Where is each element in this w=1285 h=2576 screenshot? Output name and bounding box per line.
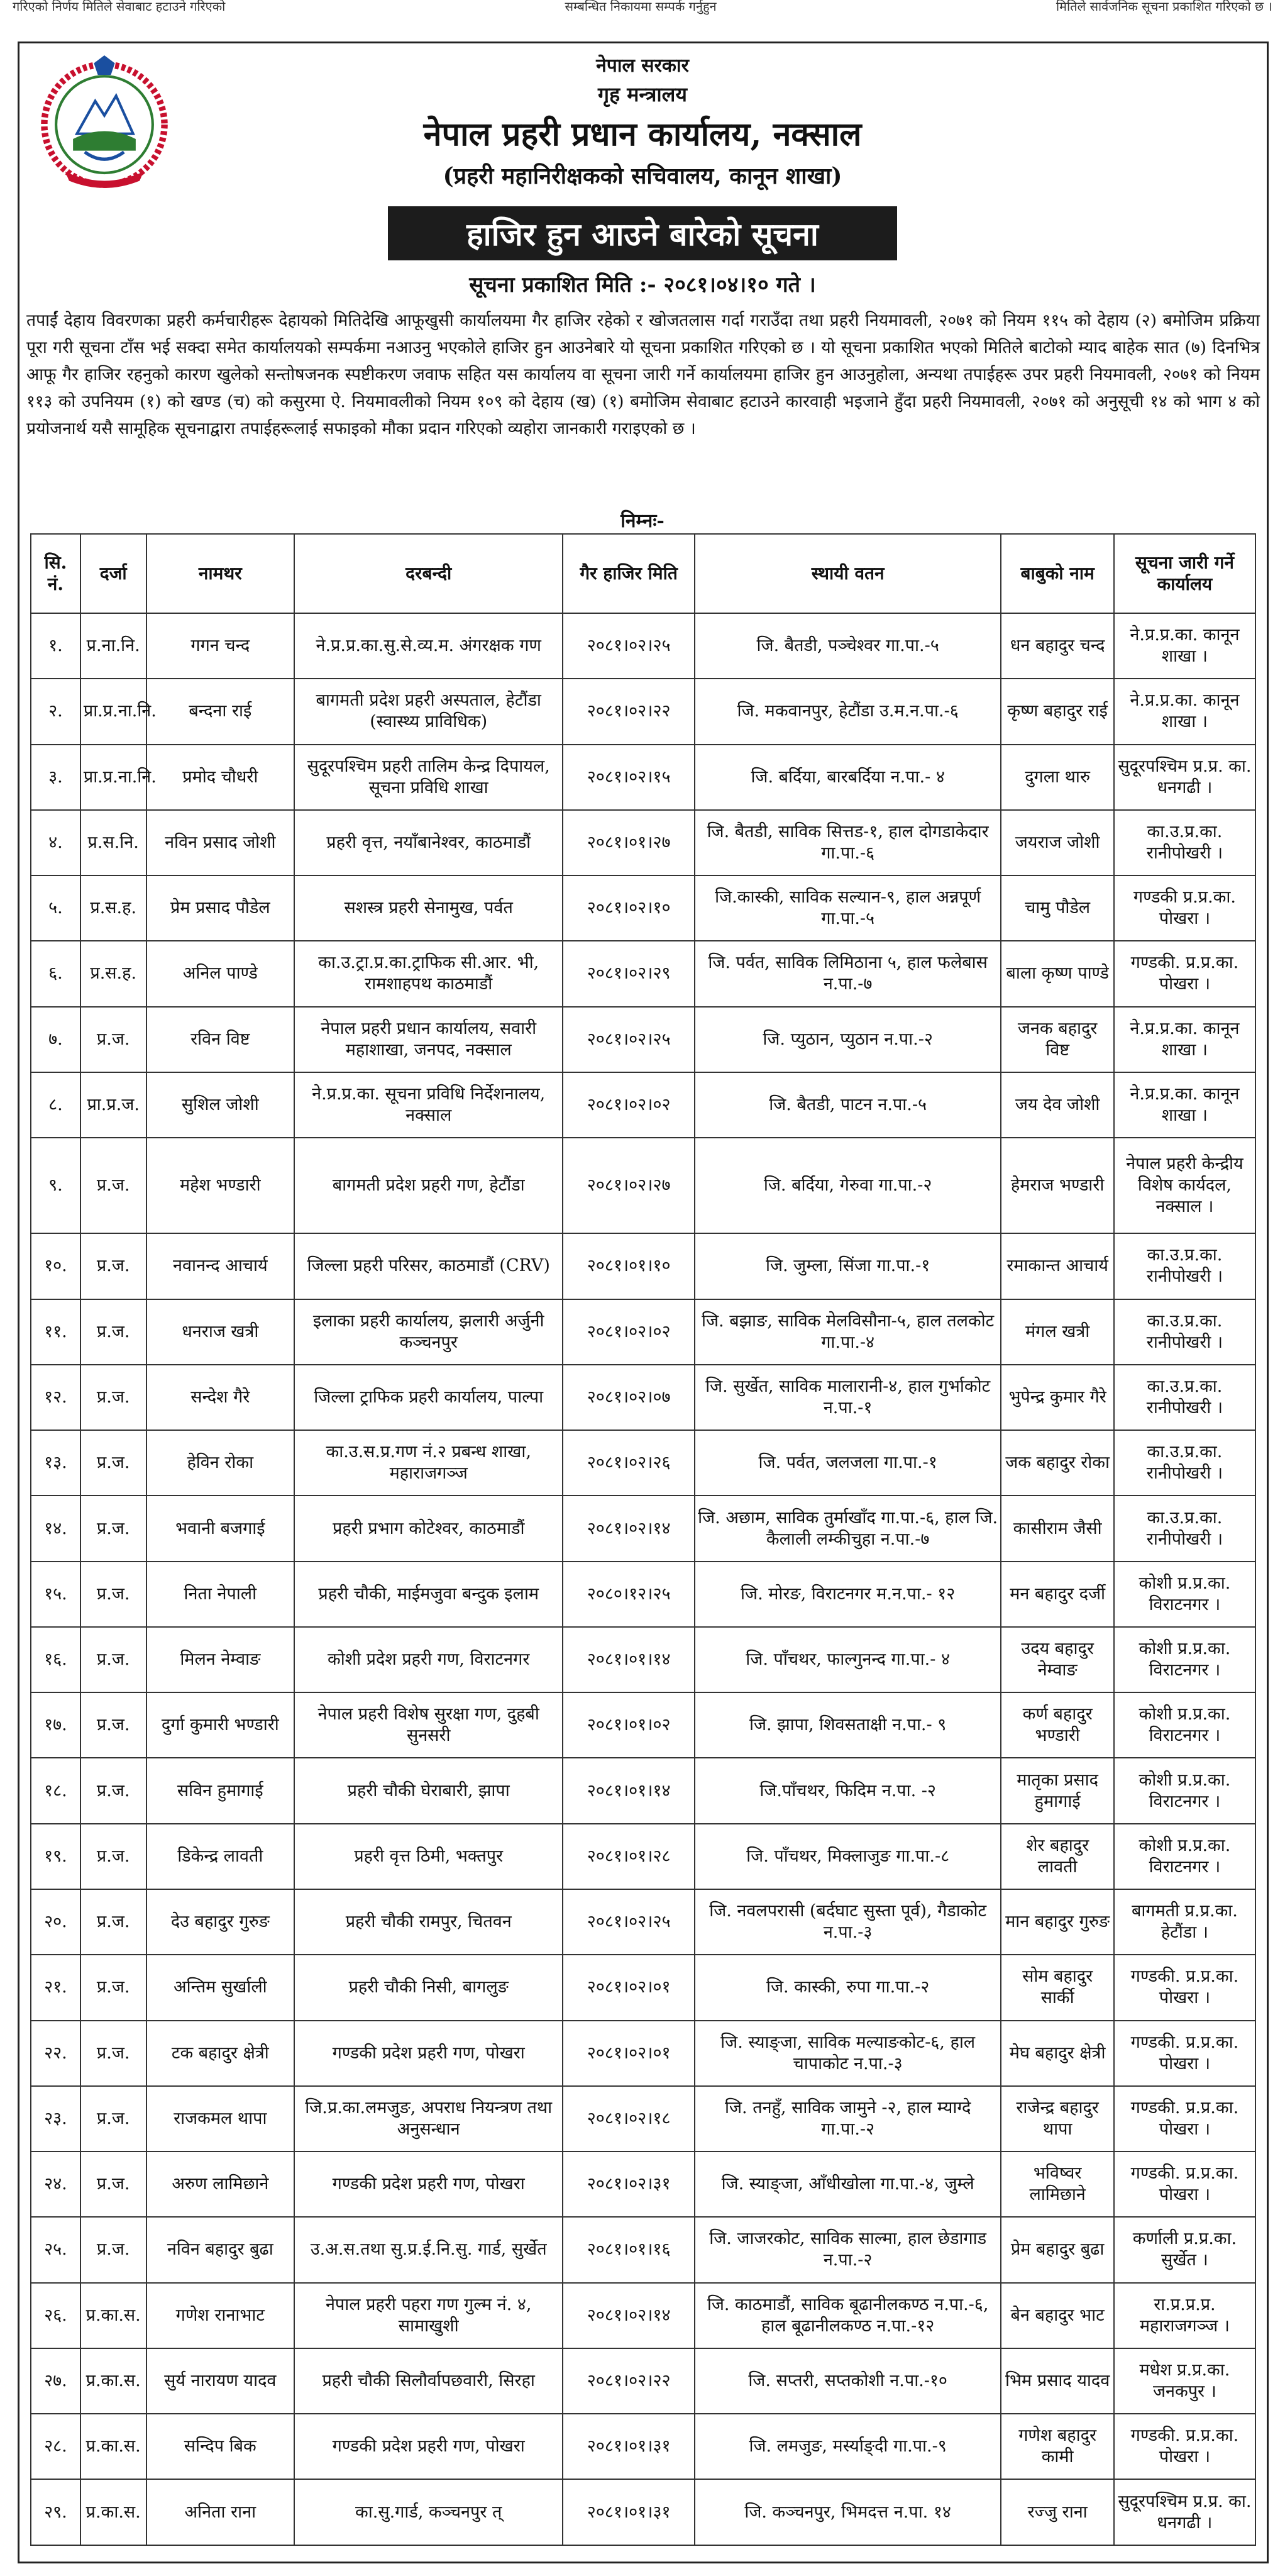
issuing-office-cell: नेपाल प्रहरी केन्द्रीय विशेष कार्यदल, नक्साल । [1114,1138,1255,1233]
rank-cell: प्र.ज. [80,1430,146,1496]
rank-cell: प्र.ना.नि. [80,613,146,679]
issuing-office-cell: का.उ.प्र.का. रानीपोखरी । [1114,1430,1255,1496]
father-name-cell: जयराज जोशी [1001,810,1113,875]
name-cell: डिकेन्द्र लावती [146,1824,294,1889]
absent-date-cell: २०८१।०२।१८ [563,2086,695,2151]
absent-date-cell: २०८१।०२।२९ [563,941,695,1006]
address-cell: जि. बैतडी, पाटन न.पा.-५ [695,1072,1001,1138]
posting-cell: बागमती प्रदेश प्रहरी अस्पताल, हेटौंडा (स्वास्थ्य प्राविधिक) [294,679,563,744]
father-name-cell: मान बहादुर गुरुङ [1001,1889,1113,1955]
serial-cell: ३. [31,745,80,810]
table-row [31,1299,1255,1365]
name-cell: सविन हुमागाई [146,1758,294,1823]
name-cell: सुशिल जोशी [146,1072,294,1138]
rank-cell: प्र.ज. [80,1692,146,1758]
top-strip-middle: सम्बन्धित निकायमा सम्पर्क गर्नुहुन [565,0,717,14]
address-cell: जि. प्युठान, प्युठान न.पा.-२ [695,1007,1001,1072]
absent-date-cell: २०८१।०१।१४ [563,1627,695,1692]
rank-cell: प्र.स.ह. [80,941,146,1006]
posting-cell: इलाका प्रहरी कार्यालय, झलारी अर्जुनी कञ्चनपुर [294,1299,563,1365]
absent-date-cell: २०८१।०१।१० [563,1233,695,1299]
address-cell: जि. झापा, शिवसताक्षी न.पा.- ९ [695,1692,1001,1758]
table-row [31,2348,1255,2414]
father-name-cell: बेन बहादुर भाट [1001,2283,1113,2348]
issuing-office-cell: कोशी प्र.प्र.का. विराटनगर । [1114,1627,1255,1692]
address-cell: जि. अछाम, साविक तुर्माखाँद गा.पा.-६, हाल जि. कैलाली लम्कीचुहा न.पा.-७ [695,1496,1001,1561]
address-cell: जि. स्याङ्जा, आँधीखोला गा.पा.-४, जुम्ले [695,2151,1001,2217]
posting-cell: का.उ.ट्रा.प्र.का.ट्राफिक सी.आर. भी, रामशाहपथ काठमाडौं [294,941,563,1006]
header-serial: सि. नं. [31,534,80,613]
posting-cell: सशस्त्र प्रहरी सेनामुख, पर्वत [294,875,563,941]
rank-cell: प्रा.प्र.ना.नि. [80,679,146,744]
header-absent-date: गैर हाजिर मिति [563,534,695,613]
name-cell: नविन बहादुर बुढा [146,2217,294,2282]
issuing-office-cell: कोशी प्र.प्र.का. विराटनगर । [1114,1758,1255,1823]
father-name-cell: चामु पौडेल [1001,875,1113,941]
serial-cell: २५. [31,2217,80,2282]
absent-date-cell: २०८१।०२।२५ [563,1007,695,1072]
issuing-office-cell: का.उ.प्र.का. रानीपोखरी । [1114,1365,1255,1430]
header-rank: दर्जा [80,534,146,613]
table-row [31,1692,1255,1758]
table-row [31,1496,1255,1561]
serial-cell: ६. [31,941,80,1006]
issuing-office-cell: बागमती प्र.प्र.का. हेटौंडा । [1114,1889,1255,1955]
serial-cell: २७. [31,2348,80,2414]
absent-date-cell: २०८१।०२।२५ [563,1889,695,1955]
address-cell: जि. पाँचथर, फाल्गुनन्द गा.पा.- ४ [695,1627,1001,1692]
table-row [31,1758,1255,1823]
absent-date-cell: २०८१।०१।१४ [563,1758,695,1823]
issuing-office-cell: का.उ.प्र.का. रानीपोखरी । [1114,1299,1255,1365]
table-row [31,1627,1255,1692]
issuing-office-cell: कोशी प्र.प्र.का. विराटनगर । [1114,1562,1255,1627]
serial-cell: १०. [31,1233,80,1299]
father-name-cell: जय देव जोशी [1001,1072,1113,1138]
father-name-cell: मेघ बहादुर क्षेत्री [1001,2021,1113,2086]
name-cell: देउ बहादुर गुरुङ [146,1889,294,1955]
posting-cell: बागमती प्रदेश प्रहरी गण, हेटौंडा [294,1138,563,1233]
table-row [31,1365,1255,1430]
absent-date-cell: २०८१।०२।२२ [563,2348,695,2414]
table-row [31,2414,1255,2479]
absent-date-cell: २०८१।०१।१६ [563,2217,695,2282]
address-cell: जि. लमजुङ, मर्स्याङ्दी गा.पा.-९ [695,2414,1001,2479]
father-name-cell: हेमराज भण्डारी [1001,1138,1113,1233]
serial-cell: २४. [31,2151,80,2217]
rank-cell: प्र.ज. [80,1955,146,2020]
issuing-office-cell: रा.प्र.प्र.प्र. महाराजगञ्ज । [1114,2283,1255,2348]
absent-date-cell: २०८१।०२।१० [563,875,695,941]
posting-cell: प्रहरी प्रभाग कोटेश्वर, काठमाडौं [294,1496,563,1561]
father-name-cell: मंगल खत्री [1001,1299,1113,1365]
name-cell: प्रमोद चौधरी [146,745,294,810]
father-name-cell: कृष्ण बहादुर राई [1001,679,1113,744]
serial-cell: १४. [31,1496,80,1561]
father-name-cell: जक बहादुर रोका [1001,1430,1113,1496]
name-cell: मिलन नेम्वाङ [146,1627,294,1692]
issuing-office-cell: कोशी प्र.प्र.का. विराटनगर । [1114,1692,1255,1758]
father-name-cell: भुपेन्द्र कुमार गैरे [1001,1365,1113,1430]
issuing-office-cell: कर्णाली प्र.प्र.का. सुर्खेत । [1114,2217,1255,2282]
table-row [31,1824,1255,1889]
address-cell: जि. तनहुँ, साविक जामुने -२, हाल म्याग्दे गा.पा.-२ [695,2086,1001,2151]
address-cell: जि.पाँचथर, फिदिम न.पा. -२ [695,1758,1001,1823]
rank-cell: प्र.ज. [80,1233,146,1299]
name-cell: महेश भण्डारी [146,1138,294,1233]
father-name-cell: रज्जु राना [1001,2479,1113,2545]
absent-date-cell: २०८१।०२।१५ [563,745,695,810]
table-row [31,875,1255,941]
father-name-cell: प्रेम बहादुर बुढा [1001,2217,1113,2282]
address-cell: जि. बर्दिया, गेरुवा गा.पा.-२ [695,1138,1001,1233]
address-cell: जि. बैतडी, साविक सित्तड-१, हाल दोगडाकेदार गा.पा.-६ [695,810,1001,875]
posting-cell: गण्डकी प्रदेश प्रहरी गण, पोखरा [294,2021,563,2086]
serial-cell: २१. [31,1955,80,2020]
rank-cell: प्रा.प्र.ना.नि. [80,745,146,810]
issuing-office-cell: का.उ.प्र.का. रानीपोखरी । [1114,810,1255,875]
name-cell: सन्देश गैरे [146,1365,294,1430]
table-row [31,1955,1255,2020]
address-cell: जि. जुम्ला, सिंजा गा.पा.-१ [695,1233,1001,1299]
rank-cell: प्र.ज. [80,2086,146,2151]
address-cell: जि. मोरङ, विराटनगर म.न.पा.- १२ [695,1562,1001,1627]
name-cell: टक बहादुर क्षेत्री [146,2021,294,2086]
issuing-office-cell: गण्डकी. प्र.प्र.का. पोखरा । [1114,2021,1255,2086]
absent-date-cell: २०८१।०१।२८ [563,1824,695,1889]
serial-cell: ४. [31,810,80,875]
father-name-cell: रमाकान्त आचार्य [1001,1233,1113,1299]
name-cell: गणेश रानाभाट [146,2283,294,2348]
top-strip-left: गरिएको निर्णय मितिले सेवाबाट हटाउने गरिएको [13,0,226,14]
rank-cell: प्र.ज. [80,1824,146,1889]
posting-cell: का.सु.गार्ड, कञ्चनपुर त् [294,2479,563,2545]
posting-cell: प्रहरी चौकी निसी, बागलुङ [294,1955,563,2020]
rank-cell: प्र.का.स. [80,2414,146,2479]
table-body [31,613,1255,2545]
name-cell: नविन प्रसाद जोशी [146,810,294,875]
absent-date-cell: २०८१।०२।२६ [563,1430,695,1496]
serial-cell: २६. [31,2283,80,2348]
posting-cell: प्रहरी चौकी, माईमजुवा बन्दुक इलाम [294,1562,563,1627]
address-cell: जि. काठमाडौं, साविक बूढानीलकण्ठ न.पा.-६, हाल बूढानीलकण्ठ न.पा.-१२ [695,2283,1001,2348]
posting-cell: सुदूरपश्चिम प्रहरी तालिम केन्द्र दिपायल, सूचना प्रविधि शाखा [294,745,563,810]
posting-cell: उ.अ.स.तथा सु.प्र.ई.नि.सु. गार्ड, सुर्खेत [294,2217,563,2282]
table-row [31,1138,1255,1233]
office-name: नेपाल प्रहरी प्रधान कार्यालय, नक्साल [423,115,862,153]
issuing-office-cell: सुदूरपश्चिम प्र.प्र. का. धनगढी । [1114,745,1255,810]
ministry-line: गृह मन्त्रालय [598,82,687,106]
header-posting: दरबन्दी [294,534,563,613]
name-cell: दुर्गा कुमारी भण्डारी [146,1692,294,1758]
address-cell: जि. मकवानपुर, हेटौंडा उ.म.न.पा.-६ [695,679,1001,744]
issuing-office-cell: ने.प्र.प्र.का. कानून शाखा । [1114,679,1255,744]
father-name-cell: धन बहादुर चन्द [1001,613,1113,679]
table-row [31,2086,1255,2151]
name-cell: रविन विष्ट [146,1007,294,1072]
father-name-cell: शेर बहादुर लावती [1001,1824,1113,1889]
posting-cell: प्रहरी वृत्त ठिमी, भक्तपुर [294,1824,563,1889]
name-cell: हेविन रोका [146,1430,294,1496]
rank-cell: प्र.ज. [80,2217,146,2282]
table-row [31,1233,1255,1299]
name-cell: सन्दिप बिक [146,2414,294,2479]
posting-cell: जिल्ला ट्राफिक प्रहरी कार्यालय, पाल्पा [294,1365,563,1430]
absent-date-cell: २०८१।०१।३१ [563,2414,695,2479]
issuing-office-cell: गण्डकी प्र.प्र.का. पोखरा । [1114,875,1255,941]
posting-cell: प्रहरी चौकी सिलौर्वापछवारी, सिरहा [294,2348,563,2414]
name-cell: निता नेपाली [146,1562,294,1627]
issuing-office-cell: गण्डकी. प्र.प्र.का. पोखरा । [1114,941,1255,1006]
section-name: (प्रहरी महानिरीक्षकको सचिवालय, कानून शाखा) [443,163,842,189]
posting-cell: का.उ.स.प्र.गण नं.२ प्रबन्ध शाखा, महाराजगञ्ज [294,1430,563,1496]
rank-cell: प्र.ज. [80,1299,146,1365]
name-cell: धनराज खत्री [146,1299,294,1365]
serial-cell: १३. [31,1430,80,1496]
header-permanent-address: स्थायी वतन [695,534,1001,613]
rank-cell: प्र.का.स. [80,2479,146,2545]
posting-cell: नेपाल प्रहरी विशेष सुरक्षा गण, दुहबी सुनसरी [294,1692,563,1758]
serial-cell: २८. [31,2414,80,2479]
absent-date-cell: २०८१।०२।३१ [563,2151,695,2217]
name-cell: अनिल पाण्डे [146,941,294,1006]
absent-date-cell: २०८१।०२।२२ [563,679,695,744]
notice-title: हाजिर हुन आउने बारेको सूचना [388,206,897,260]
posting-cell: ने.प्र.प्र.का. सूचना प्रविधि निर्देशनालय, नक्साल [294,1072,563,1138]
absent-date-cell: २०८१।०२।०७ [563,1365,695,1430]
gov-line: नेपाल सरकार [596,55,689,77]
serial-cell: २३. [31,2086,80,2151]
address-cell: जि. सप्तरी, सप्तकोशी न.पा.-१० [695,2348,1001,2414]
rank-cell: प्र.ज. [80,1889,146,1955]
address-cell: जि. बैतडी, पञ्चेश्वर गा.पा.-५ [695,613,1001,679]
posting-cell: ने.प्र.प्र.का.सु.से.व्य.म. अंगरक्षक गण [294,613,563,679]
issuing-office-cell: गण्डकी. प्र.प्र.का. पोखरा । [1114,2151,1255,2217]
list-subheading: निम्नः- [620,510,665,532]
absent-date-cell: २०८०।१२।२५ [563,1562,695,1627]
posting-cell: कोशी प्रदेश प्रहरी गण, विराटनगर [294,1627,563,1692]
father-name-cell: राजेन्द्र बहादुर थापा [1001,2086,1113,2151]
serial-cell: १. [31,613,80,679]
publication-date: सूचना प्रकाशित मिति :- २०८१।०४।१० गते । [469,272,816,297]
father-name-cell: मातृका प्रसाद हुमागाई [1001,1758,1113,1823]
issuing-office-cell: सुदूरपश्चिम प्र.प्र. का. धनगढी । [1114,2479,1255,2545]
table-row [31,1430,1255,1496]
issuing-office-cell: ने.प्र.प्र.का. कानून शाखा । [1114,1007,1255,1072]
absent-date-cell: २०८१।०१।०२ [563,1692,695,1758]
issuing-office-cell: ने.प्र.प्र.का. कानून शाखा । [1114,613,1255,679]
father-name-cell: बाला कृष्ण पाण्डे [1001,941,1113,1006]
name-cell: अन्तिम सुर्खाली [146,1955,294,2020]
rank-cell: प्र.का.स. [80,2283,146,2348]
serial-cell: ९. [31,1138,80,1233]
serial-cell: ५. [31,875,80,941]
absent-date-cell: २०८१।०२।१४ [563,2283,695,2348]
name-cell: गगन चन्द [146,613,294,679]
serial-cell: १८. [31,1758,80,1823]
posting-cell: नेपाल प्रहरी पहरा गण गुल्म नं. ४, सामाखुशी [294,2283,563,2348]
table-row [31,745,1255,810]
table-row [31,679,1255,744]
absent-date-cell: २०८१।०१।३१ [563,2479,695,2545]
table-row [31,941,1255,1006]
serial-cell: १६. [31,1627,80,1692]
rank-cell: प्र.ज. [80,2151,146,2217]
posting-cell: प्रहरी चौकी घेराबारी, झापा [294,1758,563,1823]
issuing-office-cell: कोशी प्र.प्र.का. विराटनगर । [1114,1824,1255,1889]
serial-cell: १२. [31,1365,80,1430]
father-name-cell: दुगला थारु [1001,745,1113,810]
issuing-office-cell: ने.प्र.प्र.का. कानून शाखा । [1114,1072,1255,1138]
absent-date-cell: २०८१।०२।१४ [563,1496,695,1561]
posting-cell: प्रहरी वृत्त, नयाँबानेश्वर, काठमाडौं [294,810,563,875]
table-row [31,2217,1255,2282]
address-cell: जि. जाजरकोट, साविक साल्मा, हाल छेडागाड न.पा.-२ [695,2217,1001,2282]
father-name-cell: सोम बहादुर सार्की [1001,1955,1113,2020]
serial-cell: २०. [31,1889,80,1955]
table-header-row [31,534,1255,613]
name-cell: भवानी बजगाई [146,1496,294,1561]
rank-cell: प्र.का.स. [80,2348,146,2414]
table-row [31,1889,1255,1955]
address-cell: जि.कास्की, साविक सल्यान-९, हाल अन्नपूर्ण गा.पा.-५ [695,875,1001,941]
address-cell: जि. पर्वत, जलजला गा.पा.-१ [695,1430,1001,1496]
posting-cell: प्रहरी चौकी रामपुर, चितवन [294,1889,563,1955]
serial-cell: २९. [31,2479,80,2545]
address-cell: जि. कञ्चनपुर, भिमदत्त न.पा. १४ [695,2479,1001,2545]
top-strip-right: मितिले सार्वजनिक सूचना प्रकाशित गरिएको छ । [1056,0,1272,14]
name-cell: राजकमल थापा [146,2086,294,2151]
name-cell: बन्दना राई [146,679,294,744]
rank-cell: प्र.ज. [80,1758,146,1823]
serial-cell: २. [31,679,80,744]
father-name-cell: कर्ण बहादुर भण्डारी [1001,1692,1113,1758]
posting-cell: जि.प्र.का.लमजुङ, अपराध नियन्त्रण तथा अनुसन्धान [294,2086,563,2151]
issuing-office-cell: मधेश प्र.प्र.का. जनकपुर । [1114,2348,1255,2414]
name-cell: नवानन्द आचार्य [146,1233,294,1299]
posting-cell: नेपाल प्रहरी प्रधान कार्यालय, सवारी महाशाखा, जनपद, नक्साल [294,1007,563,1072]
table-row [31,613,1255,679]
serial-cell: ८. [31,1072,80,1138]
rank-cell: प्र.स.नि. [80,810,146,875]
cropped-previous-notice [0,0,1285,14]
name-cell: अनिता राना [146,2479,294,2545]
absent-date-cell: २०८१।०२।२५ [563,613,695,679]
father-name-cell: गणेश बहादुर कामी [1001,2414,1113,2479]
issuing-office-cell: गण्डकी. प्र.प्र.का. पोखरा । [1114,1955,1255,2020]
absentee-table [30,533,1256,2546]
name-cell: सुर्य नारायण यादव [146,2348,294,2414]
table-row [31,1562,1255,1627]
address-cell: जि. स्याङ्जा, साविक मल्याङकोट-६, हाल चापाकोट न.पा.-३ [695,2021,1001,2086]
address-cell: जि. कास्की, रुपा गा.पा.-२ [695,1955,1001,2020]
father-name-cell: कासीराम जैसी [1001,1496,1113,1561]
absent-date-cell: २०८१।०२।०२ [563,1299,695,1365]
father-name-cell: भिम प्रसाद यादव [1001,2348,1113,2414]
rank-cell: प्र.ज. [80,1627,146,1692]
address-cell: जि. पाँचथर, मिक्लाजुङ गा.पा.-८ [695,1824,1001,1889]
address-cell: जि. बर्दिया, बारबर्दिया न.पा.- ४ [695,745,1001,810]
issuing-office-cell: का.उ.प्र.का. रानीपोखरी । [1114,1233,1255,1299]
rank-cell: प्र.ज. [80,2021,146,2086]
header-issuing-office: सूचना जारी गर्ने कार्यालय [1114,534,1255,613]
notice-body-text: तपाईं देहाय विवरणका प्रहरी कर्मचारीहरू देहायको मितिदेखि आफूखुसी कार्यालयमा गैर हाजिर रहेको र खोजतलास गर्दा गराउँदा तथा प्रहरी नियमावली, २०७१ को नियम ११५ को देहाय (२) बमोजिम प्रक्रिया पूरा गरी सूचना टाँस भई सक्दा समेत कार्यालयको सम्पर्कमा नआउनु भएकोले हाजिर हुन आउनेबारे यो सूचना प्रकाशित गरिएको छ । यो सूचना प्रकाशित भएको मितिले बाटोको म्याद बाहेक सात (७) दिनभित्र आफू गैर हाजिर रहनुको कारण खुलेको सन्तोषजनक स्पष्टीकरण जवाफ सहित यस कार्यालय वा सूचना जारी गर्ने कार्यालयमा हाजिर हुन आउनुहोला, अन्यथा तपाईहरू उपर प्रहरी नियमावली, २०७१ को नियम ११३ को उपनियम (१) को खण्ड (च) को कसुरमा ऐ. नियमावलीको नियम १०९ को देहाय (ख) (१) बमोजिम सेवाबाट हटाउने कारवाही भइजाने हुँदा प्रहरी नियमावली, २०७१ को अनुसूची १४ को भाग ४ को प्रयोजनार्थ यसै सामूहिक सूचनाद्वारा तपाईहरूलाई सफाइको मौका प्रदान गरिएको व्यहोरा जानकारी गराइएको छ । [26,311,1260,438]
father-name-cell: मन बहादुर दर्जी [1001,1562,1113,1627]
rank-cell: प्र.ज. [80,1007,146,1072]
rank-cell: प्र.ज. [80,1138,146,1233]
absent-date-cell: २०८१।०१।२७ [563,810,695,875]
issuing-office-cell: गण्डकी. प्र.प्र.का. पोखरा । [1114,2086,1255,2151]
address-cell: जि. नवलपरासी (बर्दघाट सुस्ता पूर्व), गैडाकोट न.पा.-३ [695,1889,1001,1955]
absent-date-cell: २०८१।०२।०१ [563,1955,695,2020]
serial-cell: १९. [31,1824,80,1889]
address-cell: जि. पर्वत, साविक लिमिठाना ५, हाल फलेबास न.पा.-७ [695,941,1001,1006]
rank-cell: प्र.ज. [80,1496,146,1561]
table-row [31,2021,1255,2086]
address-cell: जि. बझाङ, साविक मेलविसौना-५, हाल तलकोट गा.पा.-४ [695,1299,1001,1365]
address-cell: जि. सुर्खेत, साविक मालारानी-४, हाल गुर्भाकोट न.पा.-१ [695,1365,1001,1430]
posting-cell: गण्डकी प्रदेश प्रहरी गण, पोखरा [294,2414,563,2479]
serial-cell: २२. [31,2021,80,2086]
father-name-cell: उदय बहादुर नेम्वाङ [1001,1627,1113,1692]
serial-cell: १७. [31,1692,80,1758]
table-row [31,1072,1255,1138]
name-cell: अरुण लामिछाने [146,2151,294,2217]
serial-cell: ७. [31,1007,80,1072]
serial-cell: ११. [31,1299,80,1365]
rank-cell: प्र.ज. [80,1365,146,1430]
absent-date-cell: २०८१।०२।०१ [563,2021,695,2086]
issuing-office-cell: गण्डकी. प्र.प्र.का. पोखरा । [1114,2414,1255,2479]
absent-date-cell: २०८१।०२।२७ [563,1138,695,1233]
absent-date-cell: २०८१।०२।०२ [563,1072,695,1138]
table-row [31,2479,1255,2545]
table-row [31,810,1255,875]
header-name: नामथर [146,534,294,613]
father-name-cell: जनक बहादुर विष्ट [1001,1007,1113,1072]
table-row [31,2283,1255,2348]
father-name-cell: भविष्वर लामिछाने [1001,2151,1113,2217]
posting-cell: जिल्ला प्रहरी परिसर, काठमाडौं (CRV) [294,1233,563,1299]
issuing-office-cell: का.उ.प्र.का. रानीपोखरी । [1114,1496,1255,1561]
rank-cell: प्र.स.ह. [80,875,146,941]
name-cell: प्रेम प्रसाद पौडेल [146,875,294,941]
posting-cell: गण्डकी प्रदेश प्रहरी गण, पोखरा [294,2151,563,2217]
rank-cell: प्र.ज. [80,1562,146,1627]
serial-cell: १५. [31,1562,80,1627]
table-row [31,2151,1255,2217]
header-father-name: बाबुको नाम [1001,534,1113,613]
table-row [31,1007,1255,1072]
rank-cell: प्रा.प्र.ज. [80,1072,146,1138]
